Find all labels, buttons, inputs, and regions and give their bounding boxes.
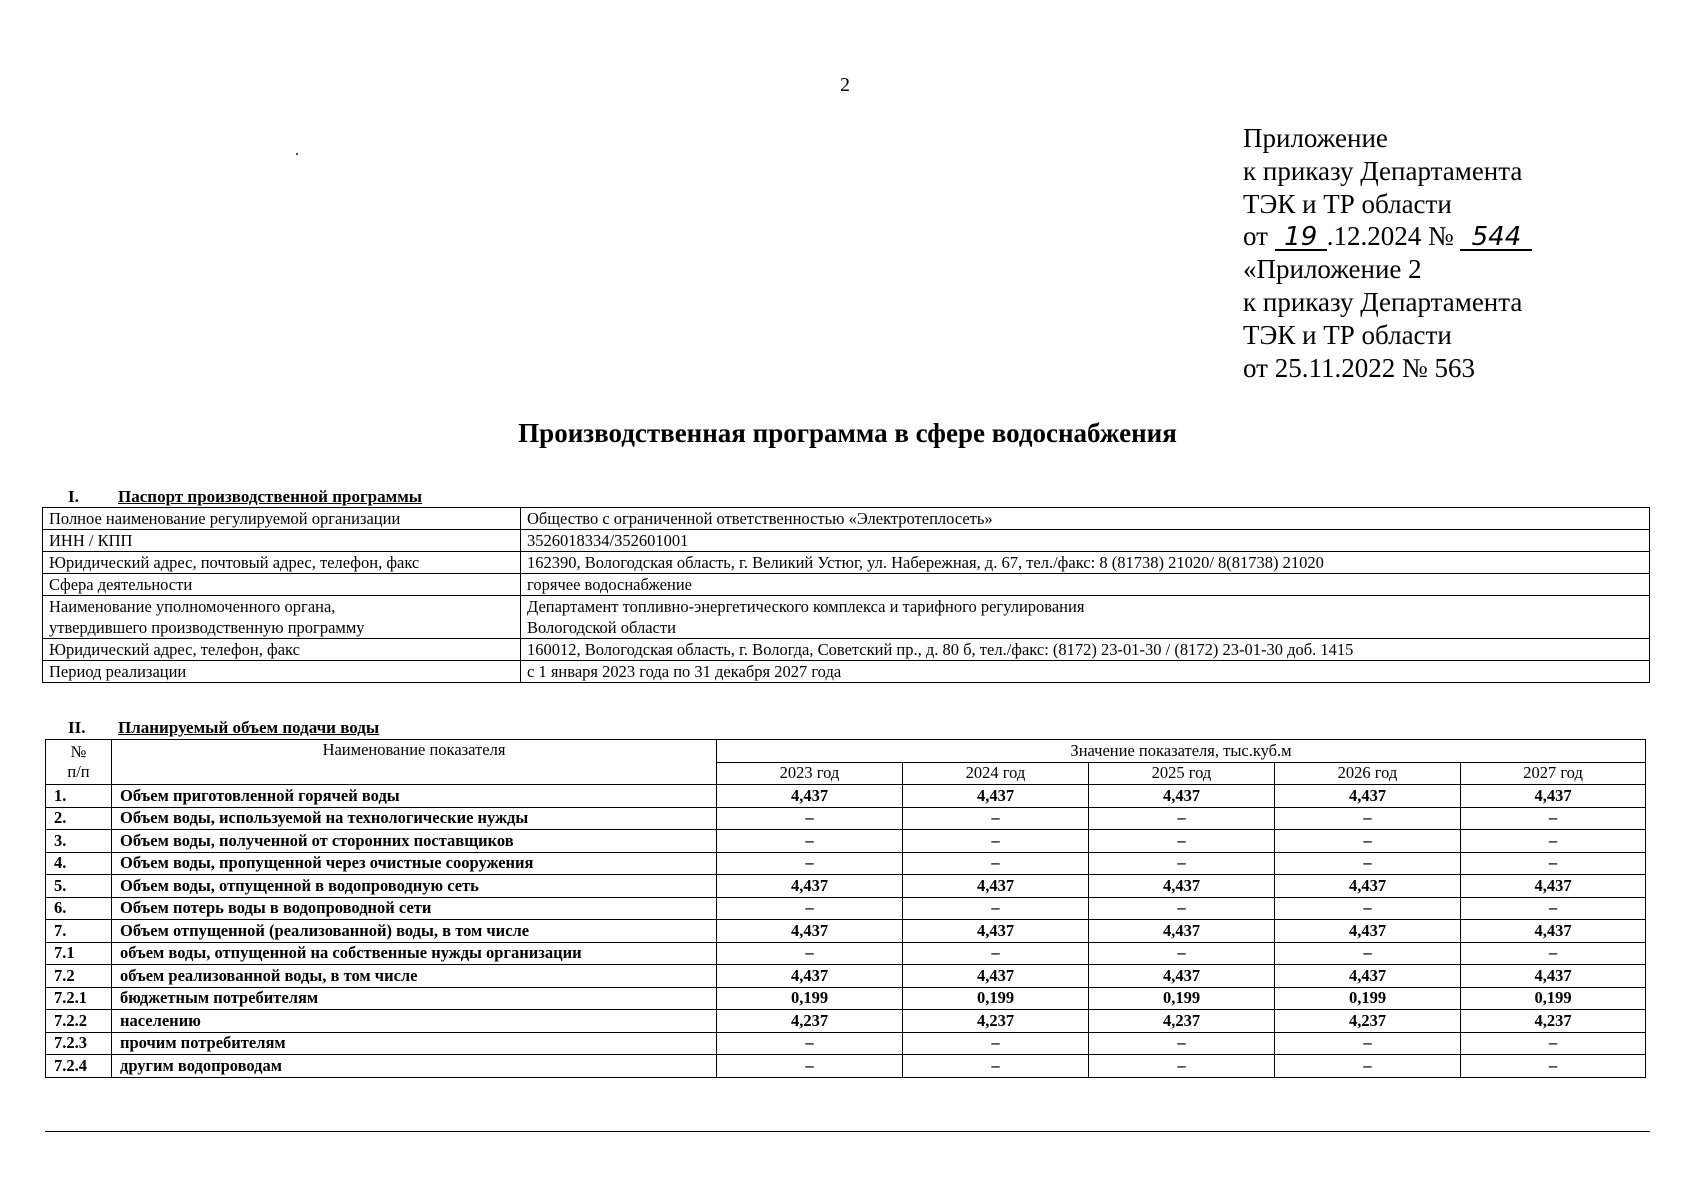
passport-label xyxy=(43,596,521,639)
indicator-name: Объем приготовленной горячей воды xyxy=(112,785,717,808)
passport-value: Общество с ограниченной ответственностью «Электротеплосеть» xyxy=(521,508,1650,530)
supply-table-body xyxy=(46,785,1646,1078)
indicator-value: – xyxy=(1461,942,1646,965)
table-row xyxy=(46,920,1646,943)
indicator-name: Объем отпущенной (реализованной) воды, в том числе xyxy=(112,920,717,943)
indicator-value: 4,437 xyxy=(1461,920,1646,943)
table-row xyxy=(46,807,1646,830)
indicator-name: населению xyxy=(112,1010,717,1033)
indicator-value: – xyxy=(717,942,903,965)
appendix-line: ТЭК и ТР области xyxy=(1243,188,1452,219)
indicator-value: – xyxy=(903,897,1089,920)
indicator-value: 4,437 xyxy=(1275,785,1461,808)
passport-value: горячее водоснабжение xyxy=(521,574,1650,596)
passport-value: 3526018334/352601001 xyxy=(521,530,1650,552)
indicator-value: – xyxy=(1089,1032,1275,1055)
indicator-name: Объем потерь воды в водопроводной сети xyxy=(112,897,717,920)
table-row xyxy=(46,1055,1646,1078)
passport-label: Юридический адрес, почтовый адрес, телефон, факс xyxy=(43,552,521,574)
table-row xyxy=(46,942,1646,965)
passport-label: Сфера деятельности xyxy=(43,574,521,596)
row-number: 7.2.4 xyxy=(46,1055,112,1078)
row-number: 7.2.1 xyxy=(46,987,112,1010)
table-row xyxy=(46,965,1646,988)
scan-speck xyxy=(296,153,298,155)
column-header-number xyxy=(46,740,112,785)
appendix-line: от 25.11.2022 № 563 xyxy=(1243,352,1475,383)
indicator-value: 0,199 xyxy=(1275,987,1461,1010)
passport-value: 160012, Вологодская область, г. Вологда, Советский пр., д. 80 б, тел./факс: (8172) 23-01-30 / (8172) 23-01-30 доб. 1415 xyxy=(521,639,1650,661)
indicator-value: – xyxy=(1089,852,1275,875)
indicator-value: – xyxy=(903,942,1089,965)
section-title: Паспорт производственной программы xyxy=(118,487,423,506)
indicator-value: – xyxy=(1461,1055,1646,1078)
column-header-year: 2025 год xyxy=(1089,762,1275,785)
indicator-value: 0,199 xyxy=(903,987,1089,1010)
section-number: II. xyxy=(68,718,86,737)
indicator-value: – xyxy=(1275,1055,1461,1078)
indicator-value: 4,237 xyxy=(1461,1010,1646,1033)
row-number: 4. xyxy=(46,852,112,875)
table-row xyxy=(46,1010,1646,1033)
column-header-name: Наименование показателя xyxy=(112,740,717,785)
passport-label: ИНН / КПП xyxy=(43,530,521,552)
passport-table xyxy=(42,507,1650,683)
indicator-value: – xyxy=(717,1032,903,1055)
indicator-value: 0,199 xyxy=(1461,987,1646,1010)
passport-value xyxy=(521,596,1650,639)
indicator-name: прочим потребителям xyxy=(112,1032,717,1055)
indicator-value: 4,437 xyxy=(1461,785,1646,808)
indicator-name: бюджетным потребителям xyxy=(112,987,717,1010)
indicator-value: – xyxy=(1461,897,1646,920)
indicator-value: – xyxy=(1461,1032,1646,1055)
indicator-value: – xyxy=(717,830,903,853)
indicator-value: – xyxy=(1461,830,1646,853)
table-row xyxy=(46,875,1646,898)
indicator-value: – xyxy=(717,897,903,920)
column-header-year: 2024 год xyxy=(903,762,1089,785)
indicator-value: 4,437 xyxy=(717,965,903,988)
passport-label-line: утвердившего производственную программу xyxy=(49,618,365,637)
row-number: 7. xyxy=(46,920,112,943)
indicator-value: – xyxy=(1275,807,1461,830)
indicator-value: 4,237 xyxy=(717,1010,903,1033)
indicator-value: – xyxy=(717,1055,903,1078)
date-rest: .12.2024 № xyxy=(1326,221,1454,252)
indicator-value: – xyxy=(1461,807,1646,830)
indicator-value: 4,437 xyxy=(1089,965,1275,988)
water-supply-table xyxy=(45,739,1646,1078)
indicator-value: – xyxy=(1275,897,1461,920)
indicator-value: – xyxy=(1089,807,1275,830)
date-prefix: от xyxy=(1243,221,1268,252)
header-line: № xyxy=(70,742,87,761)
passport-value-line: Вологодской области xyxy=(527,618,676,637)
indicator-name: другим водопроводам xyxy=(112,1055,717,1078)
table-row xyxy=(43,574,1650,596)
indicator-value: – xyxy=(1275,830,1461,853)
row-number: 7.2.2 xyxy=(46,1010,112,1033)
table-row xyxy=(46,987,1646,1010)
row-number: 2. xyxy=(46,807,112,830)
indicator-value: 4,237 xyxy=(903,1010,1089,1033)
page-number: 2 xyxy=(840,74,850,96)
indicator-value: 4,437 xyxy=(1089,875,1275,898)
passport-value-line: Департамент топливно-энергетического комплекса и тарифного регулирования xyxy=(527,597,1085,616)
appendix-line: «Приложение 2 xyxy=(1243,254,1422,285)
indicator-name: Объем воды, используемой на технологические нужды xyxy=(112,807,717,830)
indicator-value: – xyxy=(1275,1032,1461,1055)
indicator-value: 4,437 xyxy=(717,785,903,808)
handwritten-order-number: 544 xyxy=(1460,225,1532,251)
row-number: 3. xyxy=(46,830,112,853)
indicator-name: объем реализованной воды, в том числе xyxy=(112,965,717,988)
passport-label: Полное наименование регулируемой организации xyxy=(43,508,521,530)
section-number: I. xyxy=(68,487,79,506)
indicator-value: 4,437 xyxy=(1461,965,1646,988)
indicator-value: – xyxy=(903,1055,1089,1078)
indicator-value: 4,437 xyxy=(903,965,1089,988)
appendix-line: ТЭК и ТР области xyxy=(1243,319,1452,350)
indicator-name: Объем воды, отпущенной в водопроводную сеть xyxy=(112,875,717,898)
indicator-value: – xyxy=(717,807,903,830)
table-row xyxy=(46,897,1646,920)
indicator-value: 0,199 xyxy=(1089,987,1275,1010)
indicator-value: 4,437 xyxy=(1089,920,1275,943)
indicator-value: – xyxy=(1461,852,1646,875)
row-number: 6. xyxy=(46,897,112,920)
row-number: 5. xyxy=(46,875,112,898)
indicator-value: – xyxy=(1089,1055,1275,1078)
appendix-line: к приказу Департамента xyxy=(1243,286,1523,317)
indicator-value: – xyxy=(717,852,903,875)
passport-value: 162390, Вологодская область, г. Великий Устюг, ул. Набережная, д. 67, тел./факс: 8 (81738) 21020/ 8(81738) 21020 xyxy=(521,552,1650,574)
section-title: Планируемый объем подачи воды xyxy=(118,718,380,737)
table-row xyxy=(46,830,1646,853)
table-row xyxy=(46,852,1646,875)
table-row xyxy=(43,596,1650,639)
row-number: 1. xyxy=(46,785,112,808)
indicator-name: объем воды, отпущенной на собственные нужды организации xyxy=(112,942,717,965)
row-number: 7.1 xyxy=(46,942,112,965)
indicator-value: 4,437 xyxy=(1275,920,1461,943)
indicator-value: 4,437 xyxy=(1461,875,1646,898)
indicator-value: 4,437 xyxy=(903,875,1089,898)
indicator-value: – xyxy=(903,807,1089,830)
indicator-value: 4,437 xyxy=(1089,785,1275,808)
table-row xyxy=(46,785,1646,808)
passport-label-line: Наименование уполномоченного органа, xyxy=(49,597,336,616)
column-header-year: 2026 год xyxy=(1275,762,1461,785)
indicator-value: 4,437 xyxy=(903,785,1089,808)
indicator-value: 4,437 xyxy=(1275,965,1461,988)
header-row xyxy=(46,740,1646,763)
indicator-value: 4,437 xyxy=(903,920,1089,943)
appendix-block xyxy=(1243,122,1532,384)
column-header-year: 2027 год xyxy=(1461,762,1646,785)
indicator-value: 4,237 xyxy=(1089,1010,1275,1033)
table-row xyxy=(46,1032,1646,1055)
appendix-line: к приказу Департамента xyxy=(1243,155,1523,186)
handwritten-day: 19 xyxy=(1275,225,1327,251)
bottom-divider xyxy=(45,1131,1650,1132)
header-line: п/п xyxy=(67,762,90,781)
indicator-value: – xyxy=(1089,830,1275,853)
table-row xyxy=(43,661,1650,683)
table-row xyxy=(43,530,1650,552)
table-row xyxy=(43,639,1650,661)
appendix-line: Приложение xyxy=(1243,123,1388,153)
indicator-value: – xyxy=(903,830,1089,853)
indicator-value: 4,437 xyxy=(1275,875,1461,898)
passport-value: с 1 января 2023 года по 31 декабря 2027 года xyxy=(521,661,1650,683)
indicator-value: – xyxy=(903,1032,1089,1055)
indicator-value: – xyxy=(1275,942,1461,965)
indicator-value: – xyxy=(1275,852,1461,875)
section-heading-passport xyxy=(68,487,422,507)
column-header-year: 2023 год xyxy=(717,762,903,785)
document-title: Производственная программа в сфере водоснабжения xyxy=(518,418,1177,448)
indicator-value: 4,437 xyxy=(717,875,903,898)
appendix-date-line xyxy=(1243,220,1532,253)
indicator-value: 4,237 xyxy=(1275,1010,1461,1033)
indicator-value: – xyxy=(903,852,1089,875)
indicator-value: – xyxy=(1089,897,1275,920)
passport-label: Период реализации xyxy=(43,661,521,683)
indicator-value: 4,437 xyxy=(717,920,903,943)
indicator-value: – xyxy=(1089,942,1275,965)
indicator-name: Объем воды, пропущенной через очистные сооружения xyxy=(112,852,717,875)
indicator-name: Объем воды, полученной от сторонних поставщиков xyxy=(112,830,717,853)
section-heading-supply xyxy=(68,718,379,738)
passport-label: Юридический адрес, телефон, факс xyxy=(43,639,521,661)
indicator-value: 0,199 xyxy=(717,987,903,1010)
column-header-values: Значение показателя, тыс.куб.м xyxy=(717,740,1646,763)
row-number: 7.2 xyxy=(46,965,112,988)
table-row xyxy=(43,508,1650,530)
row-number: 7.2.3 xyxy=(46,1032,112,1055)
table-row xyxy=(43,552,1650,574)
